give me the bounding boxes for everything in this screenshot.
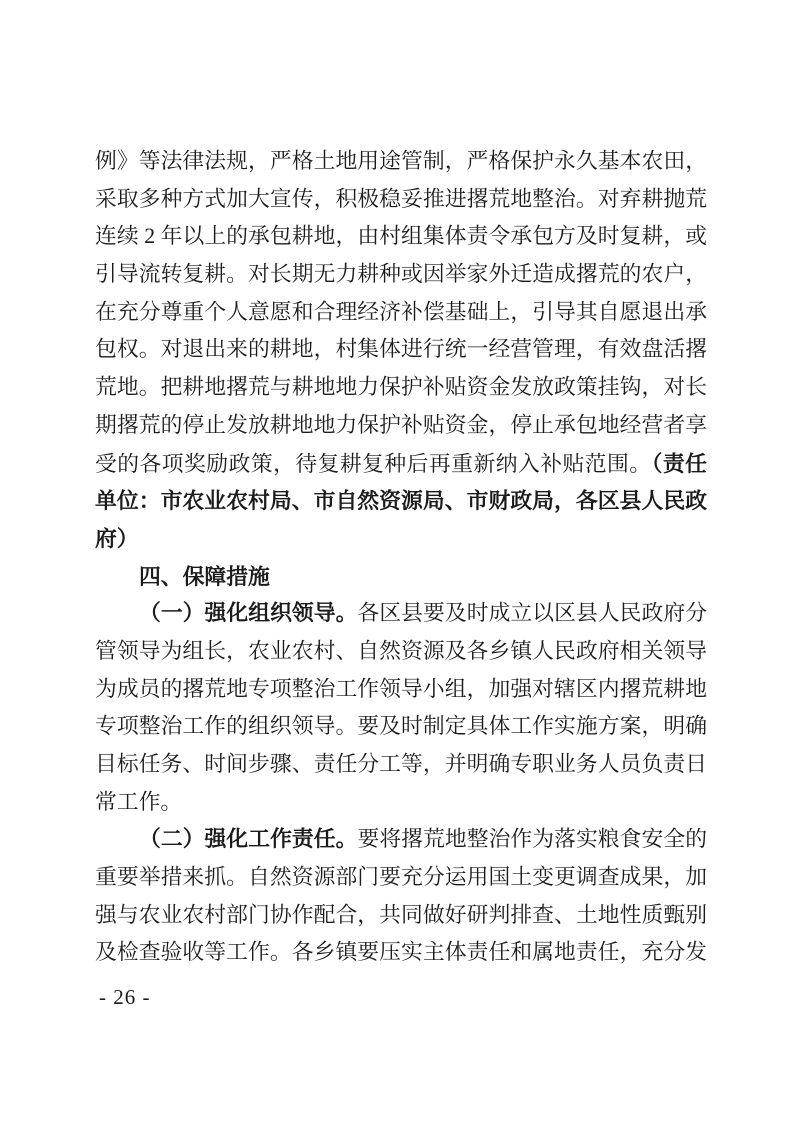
text-segment-body: 要将撂荒地整治作为落实粮食安全的 [357, 827, 707, 852]
text-segment-body: 管领导为组长，农业农村、自然资源及各乡镇人民政府相关领导 [95, 638, 707, 663]
text-line [95, 407, 707, 445]
text-segment-body: 受的各项奖励政策，待复耕复种后再重新纳入补贴范围。 [95, 451, 652, 476]
text-line [95, 256, 707, 294]
text-segment-hei: 四、保障措施 [139, 563, 270, 589]
text-line [95, 821, 707, 859]
text-segment-body: 连续 2 年以上的承包耕地，由村组集体责令承包方及时复耕，或 [95, 224, 707, 249]
text-line [95, 897, 707, 935]
text-line [95, 143, 707, 181]
text-segment-body: 及检查验收等工作。各乡镇要压实主体责任和属地责任，充分发 [95, 940, 707, 965]
text-segment-body: 为成员的撂荒地专项整治工作领导小组，加强对辖区内撂荒耕地 [95, 676, 707, 701]
text-segment-hei: （责任 [651, 450, 707, 476]
page-number: - 26 - [99, 985, 151, 1009]
text-segment-body: 目标任务、时间步骤、责任分工等，并明确专职业务人员负责日 [95, 752, 707, 776]
text-segment-hei: 单位：市农业农村局、市自然资源局、市财政局，各区县人民政 [95, 488, 707, 514]
text-segment-body: 期撂荒的停止发放耕地地力保护补贴资金，停止承包地经营者享 [95, 412, 707, 437]
text-line [95, 294, 707, 332]
text-segment-body: 荒地。把耕地撂荒与耕地地力保护补贴资金发放政策挂钩，对长 [95, 375, 707, 400]
text-line [95, 520, 707, 558]
text-segment-subhead: （二）强化工作责任。 [139, 827, 358, 852]
text-line [95, 482, 707, 520]
text-line [95, 859, 707, 897]
text-line [95, 633, 707, 671]
text-segment-subhead: （一）强化组织领导。 [139, 601, 358, 626]
text-segment-body: 重要举措来抓。自然资源部门要充分运用国土变更调查成果，加 [95, 865, 707, 890]
text-line [95, 331, 707, 369]
text-segment-body: 引导流转复耕。对长期无力耕种或因举家外迁造成撂荒的农户， [95, 262, 707, 287]
text-line [95, 181, 707, 219]
text-segment-body: 强与农业农村部门协作配合，共同做好研判排查、土地性质甄别 [95, 902, 707, 927]
text-segment-body: 各区县要及时成立以区县人民政府分 [357, 601, 707, 626]
text-line [95, 558, 707, 596]
text-line [95, 218, 707, 256]
text-line [95, 934, 707, 972]
text-segment-body: 采取多种方式加大宣传，积极稳妥推进撂荒地整治。对弃耕抛荒 [95, 186, 707, 211]
text-line [95, 671, 707, 709]
text-line [95, 369, 707, 407]
text-segment-body: 专项整治工作的组织领导。要及时制定具体工作实施方案，明确 [95, 714, 707, 739]
text-line [95, 595, 707, 633]
document-body [95, 143, 707, 972]
text-line [95, 708, 707, 746]
text-segment-body: 包权。对退出来的耕地，村集体进行统一经营管理，有效盘活撂 [95, 337, 707, 362]
text-line [95, 746, 707, 784]
text-line [95, 784, 707, 822]
text-segment-body: 例》等法律法规，严格土地用途管制，严格保护永久基本农田， [95, 149, 707, 173]
text-segment-body: 在充分尊重个人意愿和合理经济补偿基础上，引导其自愿退出承 [95, 299, 707, 324]
text-segment-body: 常工作。 [95, 789, 183, 814]
text-segment-hei: 府） [95, 525, 139, 551]
text-line [95, 445, 707, 483]
